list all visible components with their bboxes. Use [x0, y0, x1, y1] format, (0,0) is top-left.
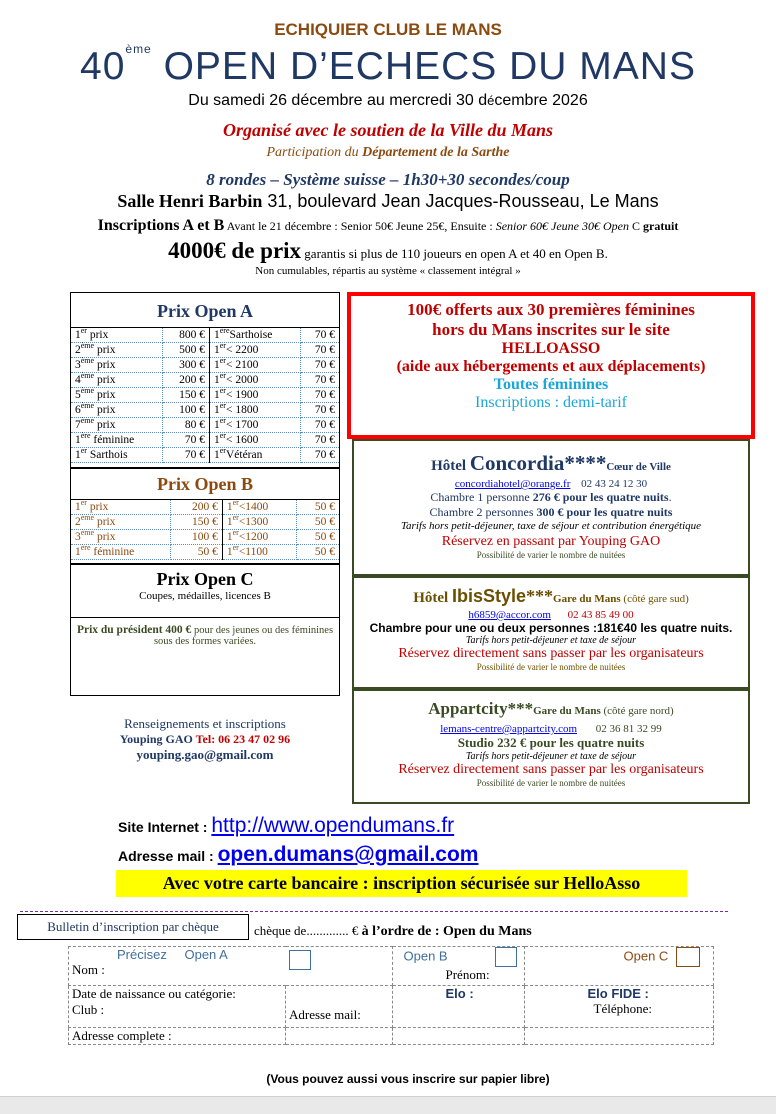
prize-label-l: prix — [86, 501, 109, 513]
prize-label-s: ère — [80, 431, 91, 441]
hotel-appartcity-email-link[interactable]: lemans-centre@appartcity.com — [440, 723, 578, 735]
organised-line: Organisé avec le soutien de la Ville du Mans — [222, 120, 553, 140]
form-open-c-label: Open C — [623, 948, 669, 964]
prize-label-n: 5 — [75, 389, 81, 401]
hotel-ibis-stars: *** — [526, 586, 554, 606]
prize-category-amount-v2: 70 € — [314, 404, 335, 416]
form-precisez — [72, 947, 283, 962]
rounds-line: 8 rondes – Système suisse – 1h30+30 secondes/coup — [206, 170, 570, 189]
form-cell-empty-3 — [524, 1028, 714, 1045]
email-line — [118, 843, 478, 867]
prize-amount — [162, 448, 209, 463]
hotel-concordia-room-2-price: 300 € pour les quatre nuits — [536, 505, 673, 519]
prize-category-amount-v2: 50 € — [314, 501, 335, 513]
form-prenom-label: Prénom: — [445, 967, 490, 982]
prize-category-l2: <1100 — [238, 546, 268, 558]
open-b-title: Prix Open B — [71, 467, 339, 500]
prize-label-n: 1 — [75, 329, 81, 341]
prize-row — [71, 433, 339, 448]
contact-name: Youping GAO — [119, 732, 193, 746]
hotel-ibis-sub2: (côté gare sud) — [620, 593, 689, 605]
open-b-table — [71, 500, 339, 560]
website-link[interactable]: http://www.opendumans.fr — [211, 814, 455, 837]
form-open-b-label: Open B — [403, 948, 448, 964]
prize-category-amount-v2: 70 € — [314, 434, 335, 446]
hotel-ibis-sub: Gare du Mans — [553, 593, 621, 605]
prize-amount-v: 100 € — [179, 404, 205, 416]
prize-category-l2: <1200 — [238, 531, 269, 543]
form-mail-label: Adresse mail: — [289, 1007, 361, 1022]
prize-label-n: 2 — [75, 516, 81, 528]
prize-category-amount-v2: 50 € — [314, 531, 335, 543]
prize-category-n2: 1 — [214, 359, 220, 371]
prize-category-amount — [300, 358, 339, 373]
free-paper-note: (Vous pouvez aussi vous inscrire sur papier libre) — [266, 1072, 550, 1086]
prize-category-amount-v2: 70 € — [314, 419, 335, 431]
prize-category-n2: 1 — [226, 516, 233, 528]
prize-amount-v: 300 € — [179, 359, 205, 371]
dates-part-a: Du samedi 26 décembre au mercredi 30 d — [188, 92, 488, 109]
hotel-appartcity-contact — [354, 723, 748, 735]
feminines-line-1: 100€ offerts aux 30 premières féminines — [407, 300, 695, 319]
prize-category-s2: er — [219, 401, 226, 411]
prize-row — [71, 388, 339, 403]
hotel-concordia-name: Concordia — [469, 451, 565, 475]
hotel-appartcity-box — [352, 689, 750, 804]
prize-category-amount-v2: 50 € — [314, 516, 335, 528]
prize-label-n: 2 — [75, 344, 81, 356]
dates-part-c: cembre 2026 — [494, 92, 588, 109]
prize-label — [71, 545, 171, 560]
prize-label-l: féminine — [90, 546, 135, 558]
form-open-a-label: Open A — [184, 947, 228, 962]
form-cell-nom — [69, 947, 286, 986]
hotel-appartcity-tarifs: Tarifs hors petit-déjeuner et taxe de séjour — [465, 751, 637, 762]
hotel-concordia-room-2-label: Chambre 2 personnes — [429, 505, 537, 519]
hotel-ibis-reserve: Réservez directement sans passer par les organisateurs — [398, 646, 704, 661]
hotel-ibis-contact — [354, 609, 748, 621]
participation-line — [0, 145, 776, 161]
hotel-concordia-room-2 — [354, 505, 748, 520]
prize-category-amount — [300, 328, 339, 343]
prize-category-l2: Vétéran — [225, 449, 263, 461]
inscriptions-title: Inscriptions A et B — [97, 217, 225, 234]
prize-amount-v: 150 € — [179, 389, 205, 401]
prize-label-s: ème — [80, 356, 95, 366]
open-a-table — [71, 328, 339, 463]
form-nom-label: Nom : — [72, 962, 105, 977]
feminines-line-2: hors du Mans inscrites sur le site — [432, 320, 670, 339]
prize-total: 4000€ de prix — [168, 238, 302, 263]
hotel-ibis-room: Chambre pour une ou deux personnes :181€40 les quatre nuits. — [369, 621, 733, 635]
dates-part-b: é — [487, 93, 495, 108]
prize-category-amount-v2: 70 € — [314, 389, 335, 401]
hotel-ibis-title — [354, 586, 748, 607]
prize-category-s2: ère — [219, 326, 230, 336]
president-prize-title: Prix du président 400 € — [76, 624, 192, 636]
form-telephone-label: Téléphone: — [593, 1001, 652, 1016]
prize-category-amount-v2: 70 € — [314, 344, 335, 356]
email-link[interactable]: open.dumans@gmail.com — [217, 843, 479, 866]
prize-amount — [171, 500, 222, 515]
registration-form — [68, 946, 714, 1045]
prize-amount-v: 100 € — [191, 531, 218, 543]
venue-name: Salle Henri Barbin — [117, 191, 263, 211]
prize-category-amount — [300, 433, 339, 448]
prize-category-amount — [300, 388, 339, 403]
form-open-b — [396, 947, 521, 967]
prize-category-l2: <1400 — [238, 501, 269, 513]
prize-label-s: ème — [80, 386, 95, 396]
prize-panel — [70, 292, 340, 696]
prize-row — [71, 373, 339, 388]
prize-amount — [171, 530, 222, 545]
prize-category-s2: er — [219, 416, 226, 426]
prize-row — [71, 545, 339, 560]
contact-block — [70, 716, 340, 763]
form-precisez-label: Précisez — [117, 947, 167, 962]
prize-category-amount — [300, 418, 339, 433]
page-title — [0, 44, 776, 90]
form-cell-adresse — [69, 1028, 286, 1045]
club-name: ECHIQUIER CLUB LE MANS — [274, 20, 502, 39]
open-c-block — [71, 563, 339, 618]
prize-amount — [162, 328, 209, 343]
prize-label-l: Sarthois — [86, 449, 128, 461]
hotel-ibis-name: IbisStyle — [451, 586, 527, 606]
prize-category-amount-v2: 70 € — [314, 359, 335, 371]
prize-amount-v: 800 € — [179, 329, 205, 341]
open-c-desc: Coupes, médailles, licences B — [139, 590, 271, 602]
contact-phone: Tel: 06 23 47 02 96 — [192, 732, 291, 746]
hotel-appartcity-name: Appartcity — [428, 699, 508, 718]
prize-category-n2: 1 — [214, 389, 220, 401]
feminines-line-6: Inscriptions : demi-tarif — [475, 394, 627, 411]
cheque-payee: à l’ordre de : Open du Mans — [361, 924, 532, 939]
hotel-concordia-title — [354, 451, 748, 476]
prize-label-l: prix — [94, 344, 116, 356]
hotel-concordia-tarifs: Tarifs hors petit-déjeuner, taxe de séjour et contribution énergétique — [400, 520, 702, 532]
prize-amount-v: 500 € — [179, 344, 205, 356]
hotel-appartcity-studio: Studio 232 € pour les quatre nuits — [457, 735, 645, 750]
prize-amount-v: 70 € — [184, 449, 205, 461]
prize-category-l2: < 1900 — [225, 389, 259, 401]
form-naissance-label: Date de naissance ou catégorie: — [72, 986, 236, 1001]
hotel-concordia-pre: Hôtel — [431, 458, 470, 474]
hotel-ibis-email-link[interactable]: h6859@accor.com — [468, 609, 551, 621]
form-cell-open-c — [524, 947, 714, 986]
prize-category-amount-v2: 70 € — [314, 329, 335, 341]
prize-category-n2: 1 — [214, 374, 220, 386]
contact-title: Renseignements et inscriptions — [124, 716, 286, 731]
prize-category-s2: er — [232, 543, 239, 553]
hotel-concordia-box — [352, 439, 750, 576]
hotel-appartcity-reserve: Réservez directement sans passer par les organisateurs — [398, 762, 704, 777]
prize-row — [71, 418, 339, 433]
prize-category-s2: er — [219, 446, 226, 456]
prize-amount — [162, 358, 209, 373]
prize-category-n2: 1 — [214, 329, 220, 341]
hotel-concordia-room-1-label: Chambre 1 personne — [430, 490, 533, 504]
prize-label-n: 4 — [75, 374, 81, 386]
prize-label-s: ème — [80, 528, 95, 538]
title-text: OPEN D’ECHECS DU MANS — [163, 45, 696, 88]
prize-label-l: prix — [94, 389, 116, 401]
hotel-concordia-possible: Possibilité de varier le nombre de nuitées — [476, 550, 626, 560]
prize-category-amount-v2: 70 € — [314, 449, 335, 461]
prize-category-amount — [297, 545, 339, 560]
prize-total-line — [0, 238, 776, 264]
prize-amount-v: 50 € — [197, 546, 218, 558]
hotel-concordia-phone: 02 43 24 12 30 — [581, 478, 648, 490]
hotel-appartcity-sub2: (côté gare nord) — [600, 705, 674, 717]
prize-label-s: ème — [80, 513, 95, 523]
form-cell-fide — [524, 986, 714, 1028]
prize-category-n2: 1 — [214, 449, 220, 461]
president-prize-desc: pour des jeunes ou des féminines sous des formes variées. — [153, 625, 334, 647]
hotel-ibis-phone: 02 43 85 49 00 — [567, 609, 634, 621]
prize-category-n2: 1 — [214, 419, 220, 431]
prize-label-n: 3 — [75, 531, 81, 543]
feminines-line-4: (aide aux hébergements et aux déplacements) — [396, 358, 706, 375]
prize-row — [71, 500, 339, 515]
prize-category-amount-v2: 70 € — [314, 374, 335, 386]
prize-label-n: 1 — [75, 434, 81, 446]
prize-category-s2: er — [219, 356, 226, 366]
edition-suffix: ème — [125, 42, 152, 56]
inscriptions-line — [0, 217, 776, 235]
prize-category-n2: 1 — [214, 344, 220, 356]
prize-category-s2: er — [232, 498, 239, 508]
cheque-amount: chèque de............. € — [254, 923, 362, 938]
prize-row — [71, 358, 339, 373]
prize-category-l2: < 2000 — [225, 374, 259, 386]
open-c-checkbox[interactable] — [676, 947, 700, 967]
edition-number: 40 — [80, 45, 126, 88]
prize-category-l2: < 1800 — [225, 404, 259, 416]
venue-address: 31, boulevard Jean Jacques-Rousseau, Le Mans — [262, 191, 659, 211]
email-label: Adresse mail : — [118, 848, 218, 864]
inscriptions-free: gratuit — [643, 219, 679, 233]
prize-label-s: ème — [80, 371, 95, 381]
form-elo-label: Elo : — [445, 986, 474, 1001]
inscriptions-open-c: C — [629, 219, 644, 233]
prize-amount — [162, 373, 209, 388]
form-cell-naissance — [69, 986, 286, 1028]
prize-category-l2: < 2200 — [225, 344, 259, 356]
inscriptions-prices: Avant le 21 décembre : Senior 50€ Jeune 25€, Ensuite : — [224, 219, 496, 233]
open-b-checkbox[interactable] — [495, 947, 517, 967]
helloasso-banner: Avec votre carte bancaire : inscription sécurisée sur HelloAsso — [116, 870, 687, 897]
hotel-ibis-possible: Possibilité de varier le nombre de nuitées — [476, 662, 626, 672]
prize-category-l2: < 2100 — [225, 359, 259, 371]
prize-label-l: prix — [94, 516, 116, 528]
website-line — [118, 814, 454, 838]
open-c-title: Prix Open C — [156, 569, 254, 589]
prize-row — [71, 403, 339, 418]
inscriptions-later: Senior 60€ Jeune 30€ Open — [495, 219, 630, 233]
hotel-concordia-stars: **** — [564, 451, 607, 475]
form-separator — [20, 911, 728, 912]
prize-category-l2: < 1600 — [225, 434, 259, 446]
form-cell-empty-1 — [286, 1028, 393, 1045]
prize-category-amount — [297, 530, 339, 545]
feminines-line-3: HELLOASSO — [501, 340, 601, 357]
prize-row — [71, 328, 339, 343]
feminines-line-5: Toutes féminines — [493, 376, 609, 393]
form-cell-elo — [392, 986, 524, 1028]
prize-amount — [171, 545, 222, 560]
page-bottom-edge — [0, 1096, 776, 1114]
hotel-appartcity-possible: Possibilité de varier le nombre de nuitées — [476, 778, 626, 788]
president-prize — [71, 618, 339, 647]
prize-category-amount — [300, 403, 339, 418]
prize-label-n: 6 — [75, 404, 81, 416]
prize-amount — [162, 403, 209, 418]
prize-row — [71, 343, 339, 358]
prize-category-l2: <1300 — [238, 516, 269, 528]
prize-category — [222, 545, 296, 560]
prize-label-l: prix — [86, 329, 109, 341]
form-cell-mail — [286, 986, 393, 1028]
prize-amount-v: 150 € — [191, 516, 218, 528]
prize-amount-v: 200 € — [179, 374, 205, 386]
hotel-concordia-reserve: Réservez en passant par Youping GAO — [441, 534, 661, 549]
prize-label-l: prix — [94, 419, 116, 431]
prize-conditions: garantis si plus de 110 joueurs en open A et 40 en Open B. — [301, 246, 608, 261]
prize-category-l2: Sarthoise — [229, 329, 273, 341]
prize-label-s: ère — [80, 543, 91, 553]
prize-amount — [171, 515, 222, 530]
form-elo-fide-label: Elo FIDE : — [587, 986, 649, 1001]
prize-amount-v: 80 € — [184, 419, 205, 431]
prize-category-s2: er — [219, 371, 226, 381]
prize-label-s: er — [80, 446, 87, 456]
prize-row — [71, 515, 339, 530]
prize-category-amount — [297, 500, 339, 515]
prize-label-s: ème — [80, 416, 95, 426]
prize-label-n: 1 — [75, 501, 81, 513]
form-cell-prenom — [392, 947, 524, 986]
prize-category-l2: < 1700 — [225, 419, 259, 431]
prize-category-n2: 1 — [226, 501, 233, 513]
prize-row — [71, 448, 339, 463]
prize-label-l: prix — [94, 374, 116, 386]
venue-line — [0, 191, 776, 212]
prize-category-amount-v2: 50 € — [314, 546, 335, 558]
hotel-concordia-room-1-dot: . — [668, 490, 672, 504]
prize-category-n2: 1 — [226, 546, 233, 558]
prize-category-n2: 1 — [214, 404, 220, 416]
form-cell-empty-2 — [392, 1028, 524, 1045]
prize-label-l: prix — [94, 359, 116, 371]
prize-category-amount — [300, 448, 339, 463]
prize-category-s2: er — [219, 386, 226, 396]
form-club-label: Club : — [72, 1002, 105, 1017]
contact-email: youping.gao@gmail.com — [136, 747, 274, 762]
hotel-concordia-contact — [354, 478, 748, 490]
website-label: Site Internet : — [118, 819, 212, 835]
prize-label-n: 7 — [75, 419, 81, 431]
hotel-concordia-room-1-price: 276 € pour les quatre nuits — [532, 490, 669, 504]
prize-category-n2: 1 — [226, 531, 233, 543]
prize-category-s2: er — [219, 341, 226, 351]
open-a-title: Prix Open A — [71, 293, 339, 328]
participation-prefix: Participation du — [266, 145, 363, 160]
prize-label-l: prix — [94, 531, 116, 543]
hotel-ibis-tarifs: Tarifs hors petit-déjeuner et taxe de séjour — [465, 635, 637, 646]
prize-category-amount — [300, 373, 339, 388]
hotel-concordia-sub: Cœur de Ville — [606, 461, 671, 473]
prize-amount — [162, 433, 209, 448]
prize-category-amount — [297, 515, 339, 530]
prize-label-s: er — [80, 498, 87, 508]
hotel-appartcity-title — [354, 699, 748, 719]
prize-category-s2: er — [219, 431, 226, 441]
prize-label-n: 1 — [75, 546, 81, 558]
prize-label-s: ème — [80, 401, 95, 411]
participation-dept: Département de la Sarthe — [362, 145, 510, 160]
cheque-line — [254, 923, 532, 940]
hotel-appartcity-phone: 02 36 81 32 99 — [595, 723, 662, 735]
prize-category-s2: er — [232, 528, 239, 538]
dates — [0, 92, 776, 110]
hotel-ibis-pre: Hôtel — [413, 590, 452, 606]
contact-person — [70, 732, 340, 747]
form-cell-open-a-check — [286, 947, 393, 986]
hotel-concordia-email-link[interactable]: concordiahotel@orange.fr — [454, 478, 571, 490]
feminines-offer-box — [347, 292, 755, 439]
prize-amount-v: 70 € — [184, 434, 205, 446]
prize-amount — [162, 388, 209, 403]
prize-label-s: er — [80, 326, 87, 336]
prize-amount — [162, 418, 209, 433]
hotel-appartcity-sub: Gare du Mans — [533, 705, 601, 717]
hotel-appartcity-stars: *** — [507, 699, 534, 718]
cumul-note: Non cumulables, répartis au système « classement intégral » — [255, 265, 521, 277]
form-adresse-label: Adresse complete : — [72, 1028, 172, 1043]
prize-label-l: prix — [94, 404, 116, 416]
prize-label-n: 1 — [75, 449, 81, 461]
prize-amount — [162, 343, 209, 358]
prize-label-s: ème — [80, 341, 95, 351]
prize-category-n2: 1 — [214, 434, 220, 446]
prize-category-amount — [300, 343, 339, 358]
form-open-c — [528, 947, 711, 967]
prize-label-n: 3 — [75, 359, 81, 371]
prize-category — [210, 448, 301, 463]
prize-category-s2: er — [232, 513, 239, 523]
prize-amount-v: 200 € — [191, 501, 218, 513]
prize-row — [71, 530, 339, 545]
hotel-ibis-box — [352, 576, 750, 689]
hotel-concordia-room-1 — [354, 490, 748, 505]
prize-label — [71, 448, 162, 463]
prize-label-l: féminine — [90, 434, 135, 446]
bulletin-label: Bulletin d’inscription par chèque — [17, 914, 249, 940]
open-a-checkbox[interactable] — [289, 950, 311, 970]
